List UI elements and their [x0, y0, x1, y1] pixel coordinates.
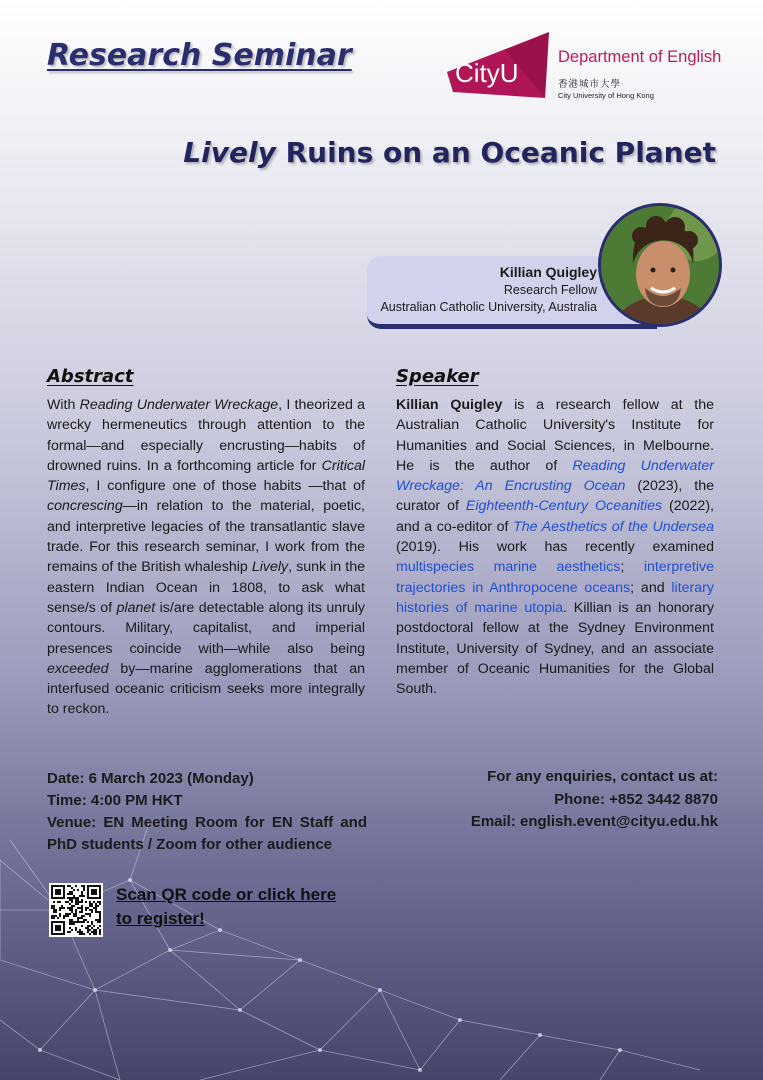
university-chinese: 香港城市大學: [558, 79, 622, 90]
logo-wordmark: CityU: [455, 58, 519, 88]
speaker_bio-link[interactable]: Eighteenth-Century Oceanities: [465, 498, 663, 515]
talk-title-italic: Lively: [183, 136, 276, 169]
speaker-affiliation: Australian Catholic University, Australia: [380, 300, 597, 314]
abstract-text: by—marine agglomerations that an interfused oceanic criticism seeks more integrally to reckon.: [47, 660, 365, 718]
speaker-section: [396, 366, 714, 699]
event-date: Date: 6 March 2023 (Monday): [47, 770, 254, 787]
speaker_bio-text: (2022), and a co-editor of: [396, 498, 714, 535]
department-block: [558, 48, 721, 100]
abstract-heading: Abstract: [47, 366, 134, 387]
speaker_bio-text: is a research fellow at the Australian Catholic University's Institute for Humanities and Social Sciences, in Melbourne. He is the author of: [396, 397, 715, 474]
department-name: Department of English: [558, 48, 722, 66]
abstract-text: is/are detectable along its unruly contours. Military, capitalist, and imperial presences coincide with—while also being: [47, 599, 365, 657]
abstract-text: [47, 395, 365, 720]
qr-code[interactable]: [49, 883, 103, 937]
speaker-bio-text: [396, 395, 714, 699]
speaker_bio-link[interactable]: literary histories of marine utopia: [396, 579, 714, 616]
speaker_bio-link[interactable]: interpretive trajectories in Anthropocene oceans: [396, 559, 714, 596]
register-line-1[interactable]: Scan QR code or click here: [116, 885, 337, 904]
abstract-italic: Lively: [251, 559, 289, 576]
abstract-italic: planet: [116, 599, 156, 616]
register-line-2[interactable]: to register!: [116, 909, 205, 928]
abstract-text: , I configure one of those habits —that of: [85, 478, 365, 495]
event-details: [47, 768, 367, 856]
speaker_bio-bold: Killian Quigley: [396, 397, 503, 413]
speaker_bio-text: . Killian is an honorary postdoctoral fellow at the Sydney Environment Institute, University of Sydney, and an associate member of Oceanic Humanities for the Global South.: [396, 599, 714, 698]
speaker-role: Research Fellow: [503, 283, 597, 297]
speaker_bio-text: (2019). His work has recently examined: [396, 539, 714, 556]
network-background: [0, 820, 763, 1080]
speaker_bio-text: ;: [620, 559, 644, 576]
contact-heading: For any enquiries, contact us at:: [487, 768, 718, 785]
speaker-heading: Speaker: [396, 366, 479, 387]
abstract-italic: Critical Times: [47, 457, 365, 495]
talk-title: [183, 136, 716, 169]
speaker_bio-text: (2023), the curator of: [396, 478, 714, 515]
event-time: Time: 4:00 PM HKT: [47, 792, 183, 809]
speaker_bio-link[interactable]: multispecies marine aesthetics: [396, 559, 621, 576]
abstract-section: [47, 366, 365, 720]
university-english: City University of Hong Kong: [558, 91, 654, 100]
abstract-text: , sunk in the eastern Indian Ocean in 1808, to ask what sense/s of: [47, 559, 365, 616]
event-venue: Venue: EN Meeting Room for EN Staff and PhD students / Zoom for other audience: [47, 814, 367, 853]
talk-title-rest: Ruins on an Oceanic Planet: [275, 136, 716, 169]
abstract-text: With: [47, 397, 80, 413]
contact-block: [471, 766, 718, 834]
abstract-text: —in relation to the material, poetic, and interpretive legacies of the transatlantic slave trade. For this research seminar, I work from the remains of the British whaleship: [47, 498, 365, 576]
speaker_bio-link[interactable]: The Aesthetics of the Undersea: [513, 518, 714, 535]
register-link[interactable]: [116, 883, 356, 931]
speaker-name: Killian Quigley: [499, 264, 597, 280]
speaker-photo: [598, 203, 722, 327]
abstract-text: , I theorized a wrecky hermeneutics through attention to the formal—and especially encrusting—habits of drowned ruins. In a forthcoming article for: [47, 397, 366, 474]
speaker_bio-text: ; and: [630, 579, 672, 596]
speaker_bio-link[interactable]: Reading Underwater Wreckage: An Encrusting Ocean: [396, 457, 714, 495]
abstract-italic: Reading Underwater Wreckage: [79, 397, 279, 413]
abstract-italic: concrescing: [47, 498, 123, 515]
event-type-title: Research Seminar: [47, 38, 352, 73]
abstract-italic: exceeded: [47, 660, 109, 677]
contact-email[interactable]: Email: english.event@cityu.edu.hk: [470, 813, 718, 830]
contact-phone: Phone: +852 3442 8870: [554, 790, 718, 808]
